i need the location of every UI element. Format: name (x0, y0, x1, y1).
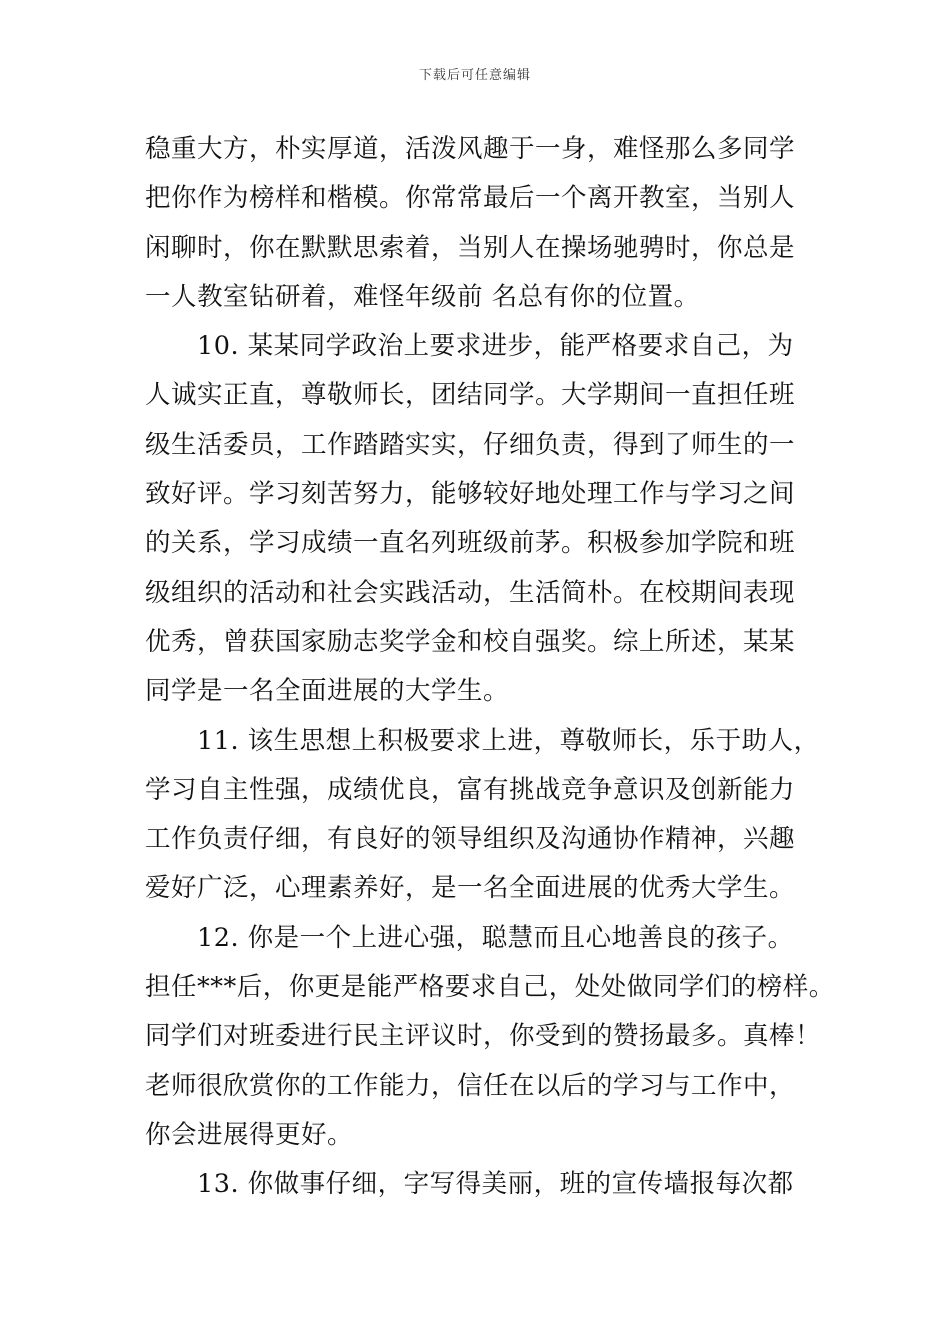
text-line: 担任***后，你更是能严格要求自己，处处做同学们的榜样。 (145, 972, 835, 1003)
text-line: 同学们对班委进行民主评议时，你受到的赞扬最多。真棒！ (145, 1021, 822, 1052)
paragraph-continued (145, 125, 810, 322)
page-header: 下载后可任意编辑 (418, 68, 531, 83)
text-line: 稳重大方，朴实厚道，活泼风趣于一身，难怪那么多同学 (145, 134, 796, 164)
text-line: 10. 某某同学政治上要求进步，能严格要求自己，为 (197, 331, 794, 362)
text-line: 同学是一名全面进展的大学生。 (145, 676, 510, 707)
text-line: 级组织的活动和社会实践活动，生活简朴。在校期间表现 (145, 577, 796, 608)
document-body (145, 125, 835, 1210)
text-line: 12. 你是一个上进心强，聪慧而且心地善良的孩子。 (197, 922, 794, 953)
text-line: 优秀，曾获国家励志奖学金和校自强奖。综上所述，某某 (145, 626, 796, 657)
text-line: 级生活委员，工作踏踏实实，仔细负责，得到了师生的一 (145, 429, 796, 460)
paragraph-10 (145, 322, 810, 716)
text-line: 人诚实正直，尊敬师长，团结同学。大学期间一直担任班 (145, 380, 796, 411)
text-line: 11. 该生思想上积极要求上进，尊敬师长，乐于助人， (197, 725, 820, 756)
text-line: 你会进展得更好。 (145, 1119, 354, 1150)
text-line: 13. 你做事仔细，字写得美丽，班的宣传墙报每次都 (197, 1169, 794, 1200)
paragraph-13 (145, 1160, 810, 1209)
text-line: 的关系，学习成绩一直名列班级前茅。积极参加学院和班 (145, 528, 796, 559)
text-line: 一人教室钻研着，难怪年级前 名总有你的位置。 (145, 281, 700, 312)
text-line: 爱好广泛，心理素养好，是一名全面进展的优秀大学生。 (145, 873, 796, 904)
text-line: 学习自主性强，成绩优良，富有挑战竞争意识及创新能力 (145, 774, 796, 805)
text-line: 老师很欣赏你的工作能力，信任在以后的学习与工作中， (145, 1070, 796, 1101)
paragraph-11 (145, 717, 820, 914)
text-line: 工作负责仔细，有良好的领导组织及沟通协作精神，兴趣 (145, 824, 796, 855)
text-line: 闲聊时，你在默默思索着，当别人在操场驰骋时，你总是 (145, 232, 796, 263)
text-line: 致好评。学习刻苦努力，能够较好地处理工作与学习之间 (145, 479, 796, 510)
paragraph-12 (145, 914, 835, 1160)
text-line: 把你作为榜样和楷模。你常常最后一个离开教室，当别人 (145, 183, 796, 214)
